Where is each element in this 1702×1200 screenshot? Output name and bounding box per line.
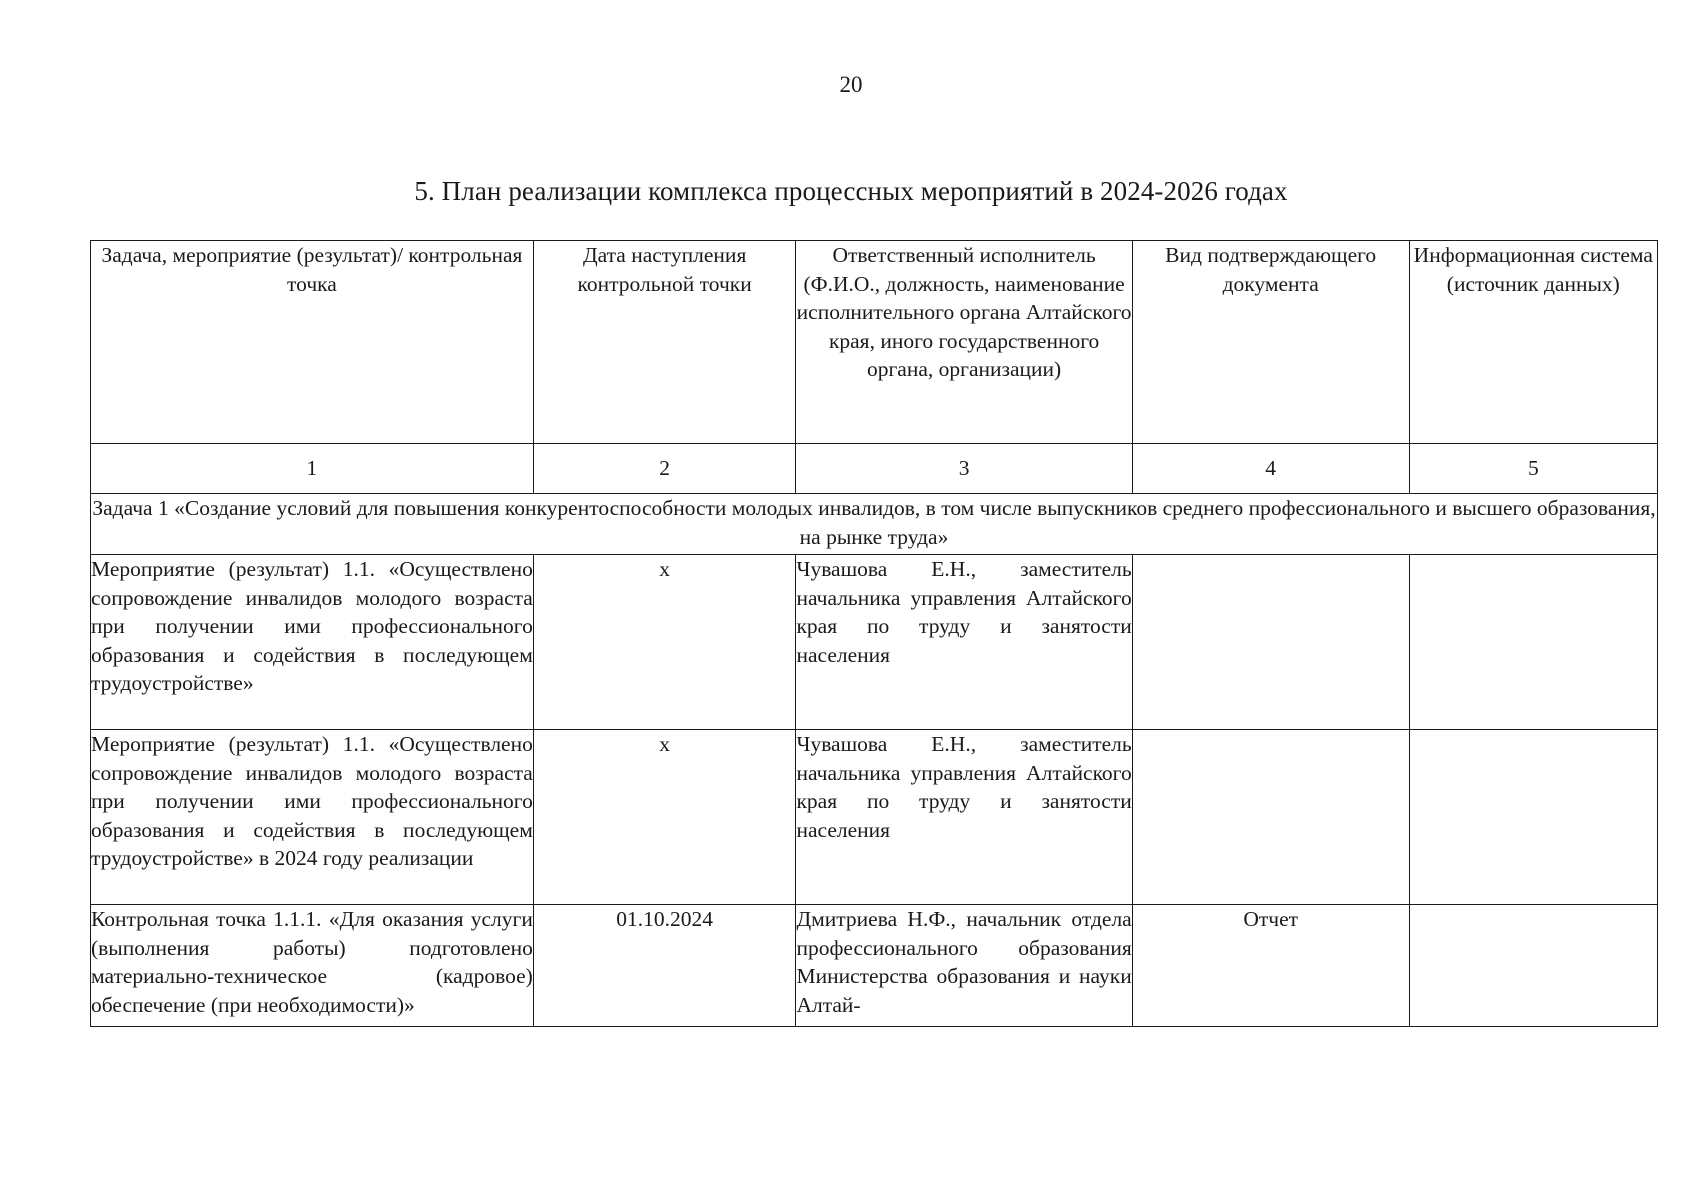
column-number: 2 [533,444,796,494]
control-date: x [533,555,796,730]
column-number: 3 [796,444,1132,494]
event-name: Мероприятие (результат) 1.1. «Осуществлено сопровождение инвалидов молодого возраста при получении ими профессионального образования и содействия в последующем трудоустройстве» в 2024 году реализации [91,730,534,905]
table-row [91,730,1658,905]
header-task: Задача, мероприятие (результат)/ контрольная точка [91,241,534,444]
control-date: 01.10.2024 [533,905,796,1027]
responsible-executor: Чувашова Е.Н., заместитель начальника управления Алтайского края по труду и занятости населения [796,555,1132,730]
document-type: Отчет [1132,905,1409,1027]
column-number: 4 [1132,444,1409,494]
column-number: 1 [91,444,534,494]
document-type [1132,730,1409,905]
column-number-row [91,444,1658,494]
header-row [91,241,1658,444]
table-row [91,555,1658,730]
information-system [1409,730,1657,905]
control-date: x [533,730,796,905]
task-row [91,494,1658,555]
header-system: Информационная система (источник данных) [1409,241,1657,444]
event-name: Мероприятие (результат) 1.1. «Осуществлено сопровождение инвалидов молодого возраста при получении ими профессионального образования и содействия в последующем трудоустройстве» [91,555,534,730]
responsible-executor: Дмитриева Н.Ф., начальник отдела профессионального образования Министерства образования и науки Алтай- [796,905,1132,1027]
information-system [1409,905,1657,1027]
page-number: 20 [839,72,863,97]
information-system [1409,555,1657,730]
header-responsible: Ответственный исполнитель (Ф.И.О., должность, наименование исполнительного органа Алтайского края, иного государственного органа, организации) [796,241,1132,444]
responsible-executor: Чувашова Е.Н., заместитель начальника управления Алтайского края по труду и занятости населения [796,730,1132,905]
column-number: 5 [1409,444,1657,494]
table-row [91,905,1658,1027]
header-document: Вид подтверждающего документа [1132,241,1409,444]
header-date: Дата наступления контрольной точки [533,241,796,444]
event-name: Контрольная точка 1.1.1. «Для оказания услуги (выполнения работы) подготовлено материально-техническое (кадровое) обеспечение (при необходимости)» [91,905,534,1027]
task-title: Задача 1 «Создание условий для повышения конкурентоспособности молодых инвалидов, в том числе выпускников среднего профессионального и высшего образования, на рынке труда» [91,494,1658,555]
document-type [1132,555,1409,730]
implementation-plan-table [90,240,1658,1027]
section-title: 5. План реализации комплекса процессных мероприятий в 2024-2026 годах [414,176,1288,206]
